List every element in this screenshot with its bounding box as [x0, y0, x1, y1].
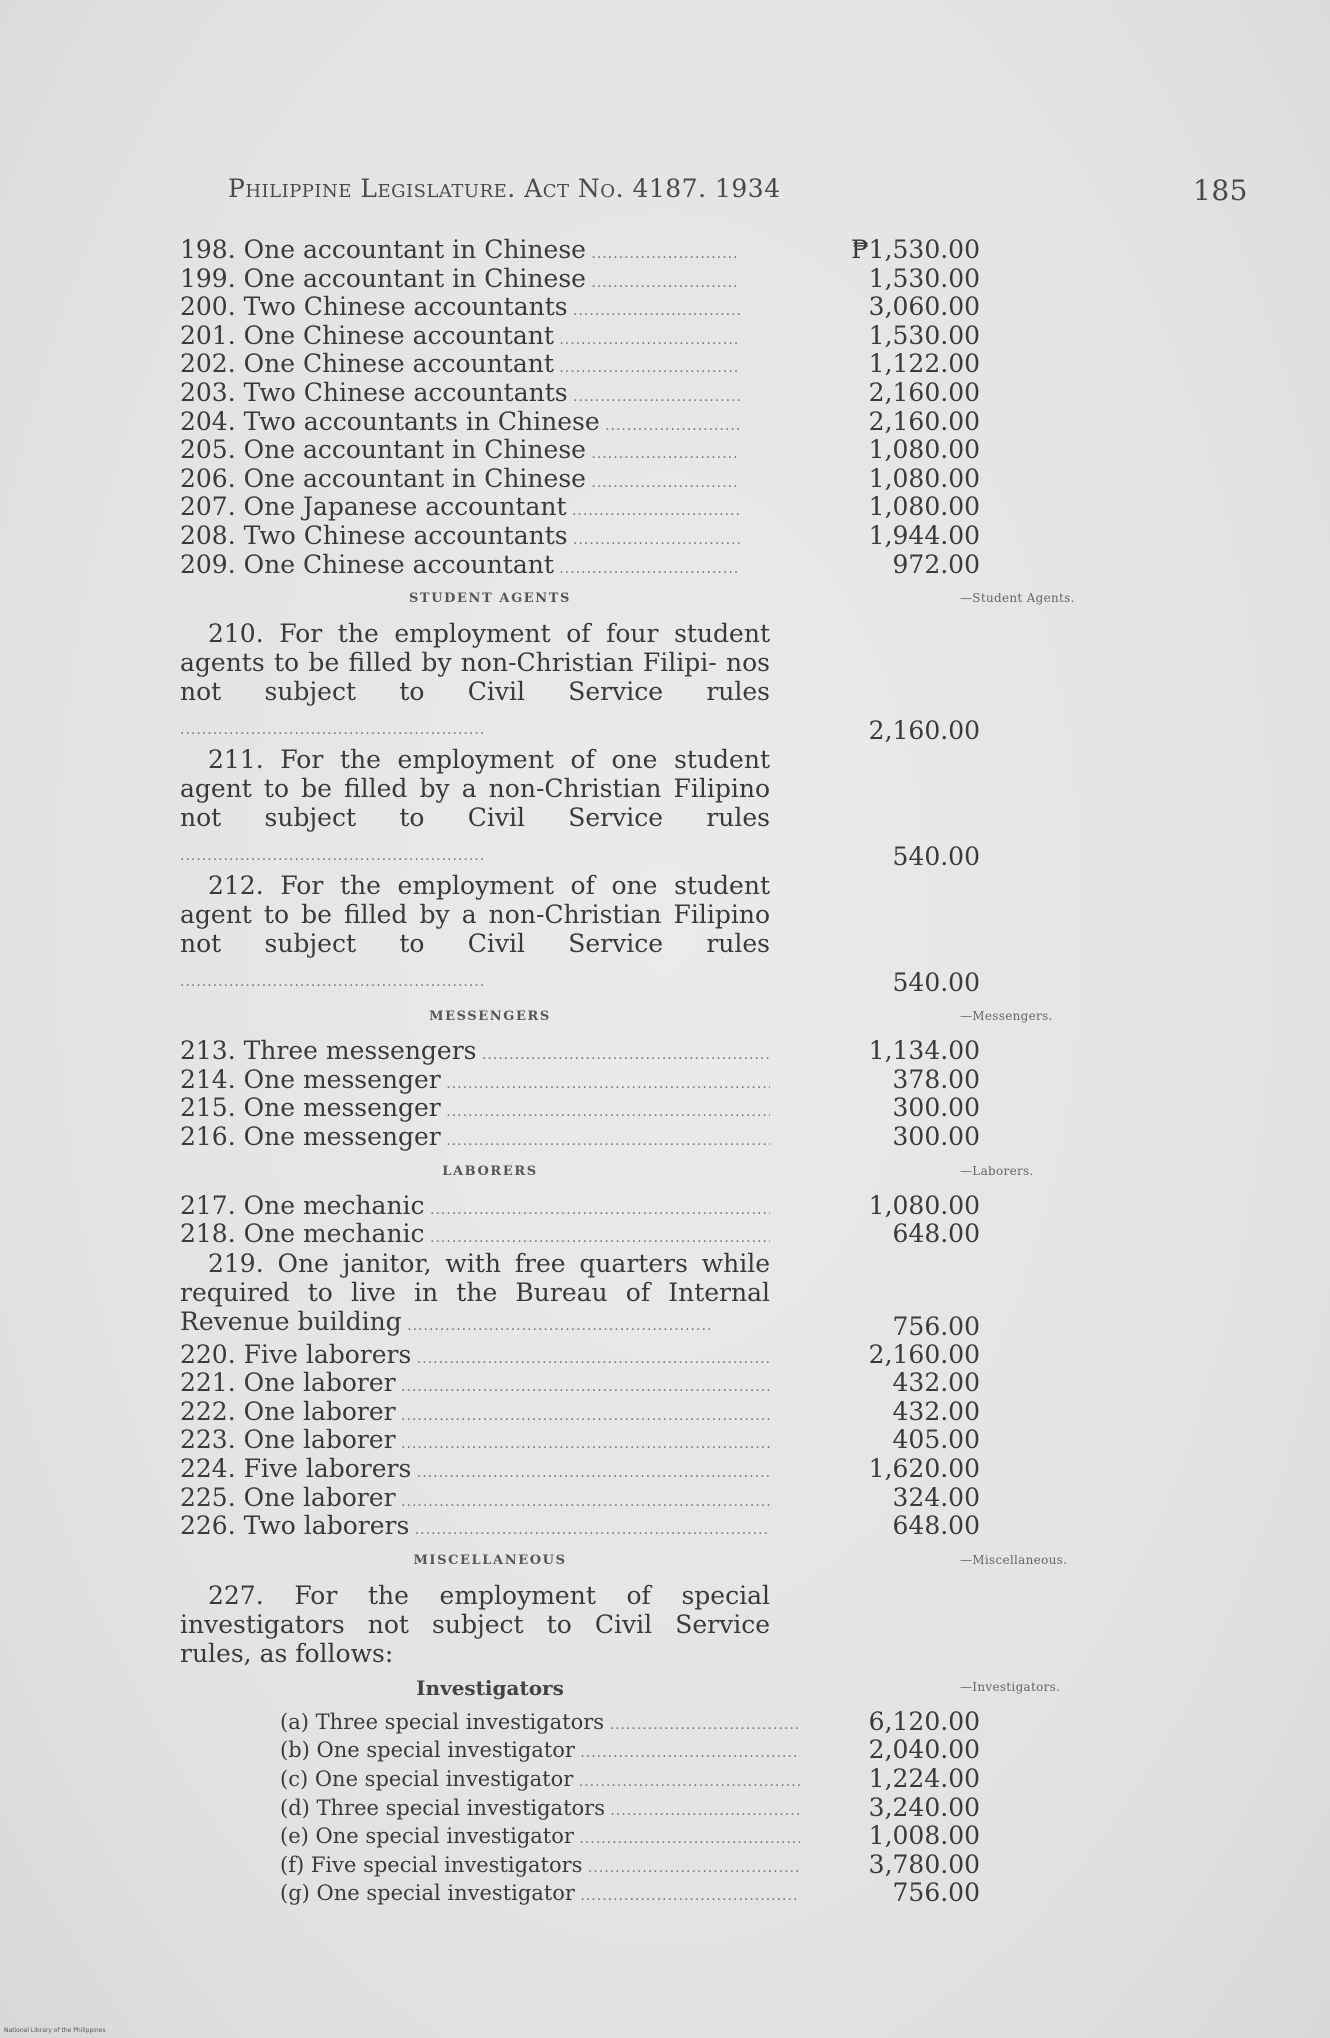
- item-amount: 3,780.00: [868, 1849, 980, 1879]
- item-amount: 1,008.00: [868, 1821, 980, 1851]
- item-text: 215. One messenger .....: [180, 1094, 770, 1126]
- item-amount: 324.00: [892, 1482, 980, 1512]
- margin-note: —Messengers.: [960, 1009, 1053, 1024]
- margin-note: —Miscellaneous.: [960, 1552, 1068, 1567]
- laborers-list: [180, 1192, 980, 1249]
- line-item: [180, 1341, 980, 1370]
- line-item: [180, 408, 980, 437]
- item-text: 205. One accountant in Chinese .....: [180, 436, 740, 468]
- page-header: [228, 174, 1248, 214]
- section-heading: MESSENGERS: [429, 1009, 551, 1025]
- subsection-investigators: [180, 1668, 1061, 1708]
- line-item: [180, 1484, 980, 1513]
- item-amount: 378.00: [892, 1064, 980, 1094]
- item-text: 223. One laborer .....: [180, 1426, 770, 1458]
- misc-paragraph: [180, 1581, 770, 1668]
- line-item: [180, 1192, 980, 1221]
- item-text: 212. For the employment of one student agent to be filled by a non-Christian Filipino: [180, 871, 770, 930]
- item-amount: 432.00: [892, 1368, 980, 1398]
- item-text: 222. One laborer .....: [180, 1398, 770, 1430]
- item-text: 214. One messenger .....: [180, 1066, 770, 1098]
- item-amount: 1,080.00: [868, 463, 980, 493]
- footer-credit: National Library of the Philippines: [4, 2027, 106, 2034]
- item-amount: 1,944.00: [868, 520, 980, 550]
- line-item: [180, 1765, 980, 1794]
- item-text: 218. One mechanic .....: [180, 1220, 770, 1252]
- messengers-list: [180, 1037, 980, 1151]
- janitor-item: [180, 1248, 980, 1341]
- line-item: [180, 1369, 980, 1398]
- line-item: [180, 1398, 980, 1427]
- item-text: 204. Two accountants in Chinese .....: [180, 408, 740, 440]
- section-laborers: [180, 1152, 1034, 1192]
- line-item: [180, 1094, 980, 1123]
- line-item: [180, 522, 980, 551]
- item-amount: 2,160.00: [868, 1339, 980, 1369]
- item-text: 206. One accountant in Chinese .....: [180, 465, 740, 497]
- item-text: (d) Three special investigators .....: [280, 1794, 800, 1825]
- item-text: (c) One special investigator .....: [280, 1765, 800, 1796]
- line-item: [180, 1455, 980, 1484]
- item-amount: 3,060.00: [868, 292, 980, 322]
- line-item: [180, 465, 980, 494]
- item-amount: 300.00: [892, 1121, 980, 1151]
- misc-paragraph-text: 227. For the employment of special investigators not subject to Civil Service rules, as follows:: [180, 1580, 770, 1668]
- item-amount: 2,040.00: [868, 1735, 980, 1765]
- line-item: [180, 236, 980, 265]
- item-text: 201. One Chinese accountant .....: [180, 322, 740, 354]
- item-amount: 6,120.00: [868, 1706, 980, 1736]
- item-amount: 405.00: [892, 1425, 980, 1455]
- item-text: 200. Two Chinese accountants .....: [180, 293, 740, 325]
- item-text-last-line: nos not subject to Civil Service rules .....: [180, 648, 770, 740]
- line-item: [180, 322, 980, 351]
- item-amount: 2,160.00: [868, 716, 980, 746]
- item-amount: 540.00: [892, 968, 980, 998]
- item-text: 217. One mechanic .....: [180, 1192, 770, 1224]
- line-item: [180, 1037, 980, 1066]
- line-item: [180, 1123, 980, 1152]
- item-amount: 756.00: [892, 1311, 980, 1341]
- item-amount: 1,134.00: [868, 1036, 980, 1066]
- item-text: 224. Five laborers .....: [180, 1455, 770, 1487]
- item-text-last-line: Revenue building .....: [180, 1307, 712, 1336]
- section-heading: MISCELLANEOUS: [413, 1552, 567, 1568]
- section-messengers: [180, 997, 1053, 1037]
- section-heading: STUDENT AGENTS: [408, 591, 572, 607]
- item-amount: 1,080.00: [868, 1190, 980, 1220]
- page-body: [180, 235, 1075, 1908]
- item-text: (b) One special investigator .....: [280, 1736, 800, 1767]
- item-amount: 432.00: [892, 1396, 980, 1426]
- line-item: [180, 551, 980, 580]
- item-text: (g) One special investigator .....: [280, 1879, 800, 1910]
- item-amount: 1,620.00: [868, 1454, 980, 1484]
- section-heading: LABORERS: [442, 1163, 538, 1179]
- item-text: 202. One Chinese accountant .....: [180, 350, 740, 382]
- line-item: [180, 436, 980, 465]
- item-text: 216. One messenger .....: [180, 1123, 770, 1155]
- item-amount: 972.00: [892, 549, 980, 579]
- line-item: [180, 1708, 980, 1737]
- item-amount: 1,224.00: [868, 1764, 980, 1794]
- item-text: 207. One Japanese accountant .....: [180, 493, 740, 525]
- item-text: 213. Three messengers .....: [180, 1037, 770, 1069]
- line-item: [180, 1426, 980, 1455]
- item-amount: 648.00: [892, 1511, 980, 1541]
- paragraph-item: [180, 871, 980, 998]
- line-item: [180, 1822, 980, 1851]
- line-item: [180, 493, 980, 522]
- line-item: [180, 1851, 980, 1880]
- subsection-heading: Investigators: [416, 1675, 564, 1700]
- page-number: 185: [1193, 174, 1248, 207]
- item-text: 220. Five laborers .....: [180, 1341, 770, 1373]
- item-text-last-line: not subject to Civil Service rules .....: [180, 929, 770, 992]
- accountants-list: [180, 236, 980, 579]
- line-item: [180, 1220, 980, 1249]
- item-text: 198. One accountant in Chinese .....: [180, 236, 740, 268]
- line-item: [180, 1879, 980, 1908]
- running-head: Philippine Legislature. Act No. 4187. 1934: [228, 174, 781, 203]
- margin-note: —Investigators.: [960, 1679, 1061, 1694]
- item-amount: 1,122.00: [868, 349, 980, 379]
- item-amount: 300.00: [892, 1093, 980, 1123]
- item-text-last-line: not subject to Civil Service rules .....: [180, 803, 770, 866]
- item-text: 203. Two Chinese accountants .....: [180, 379, 740, 411]
- line-item: [180, 293, 980, 322]
- margin-note: —Student Agents.: [960, 591, 1075, 606]
- student-agents-list: [180, 619, 980, 997]
- item-text: (e) One special investigator .....: [280, 1822, 800, 1853]
- item-amount: 1,080.00: [868, 492, 980, 522]
- line-item: [180, 379, 980, 408]
- item-amount: 2,160.00: [868, 377, 980, 407]
- section-miscellaneous: [180, 1541, 1068, 1581]
- line-item: [180, 265, 980, 294]
- item-text: 211. For the employment of one student agent to be filled by a non-Christian Filipino: [180, 745, 770, 804]
- section-student-agents: [180, 579, 1075, 619]
- item-text: 221. One laborer .....: [180, 1369, 770, 1401]
- item-text: 209. One Chinese accountant .....: [180, 551, 740, 583]
- line-item: [180, 1736, 980, 1765]
- line-item: [180, 1066, 980, 1095]
- item-text: 199. One accountant in Chinese .....: [180, 265, 740, 297]
- item-text: 225. One laborer .....: [180, 1484, 770, 1516]
- item-text: 226. Two laborers .....: [180, 1512, 770, 1544]
- item-amount: 1,080.00: [868, 435, 980, 465]
- paragraph-item: [180, 745, 980, 872]
- line-item: [180, 1512, 980, 1541]
- laborers-list-continued: [180, 1341, 980, 1541]
- paragraph-item: [180, 619, 980, 746]
- item-amount: 1,530.00: [868, 263, 980, 293]
- item-text: 210. For the employment of four student agents to be filled by non-Christian Filipi-: [180, 619, 770, 678]
- item-amount: ₱1,530.00: [851, 235, 980, 264]
- item-amount: 648.00: [892, 1219, 980, 1249]
- item-amount: 3,240.00: [868, 1792, 980, 1822]
- item-amount: 756.00: [892, 1878, 980, 1908]
- item-amount: 2,160.00: [868, 406, 980, 436]
- item-amount: 540.00: [892, 842, 980, 872]
- item-text: 219. One janitor, with free quarters while required to live in the Bureau of Internal: [180, 1248, 770, 1307]
- item-text: (f) Five special investigators .....: [280, 1851, 800, 1882]
- investigators-list: [180, 1708, 980, 1908]
- item-amount: 1,530.00: [868, 320, 980, 350]
- item-text: (a) Three special investigators .....: [280, 1708, 800, 1739]
- line-item: [180, 1794, 980, 1823]
- item-text: 208. Two Chinese accountants .....: [180, 522, 740, 554]
- line-item: [180, 350, 980, 379]
- margin-note: —Laborers.: [960, 1163, 1034, 1178]
